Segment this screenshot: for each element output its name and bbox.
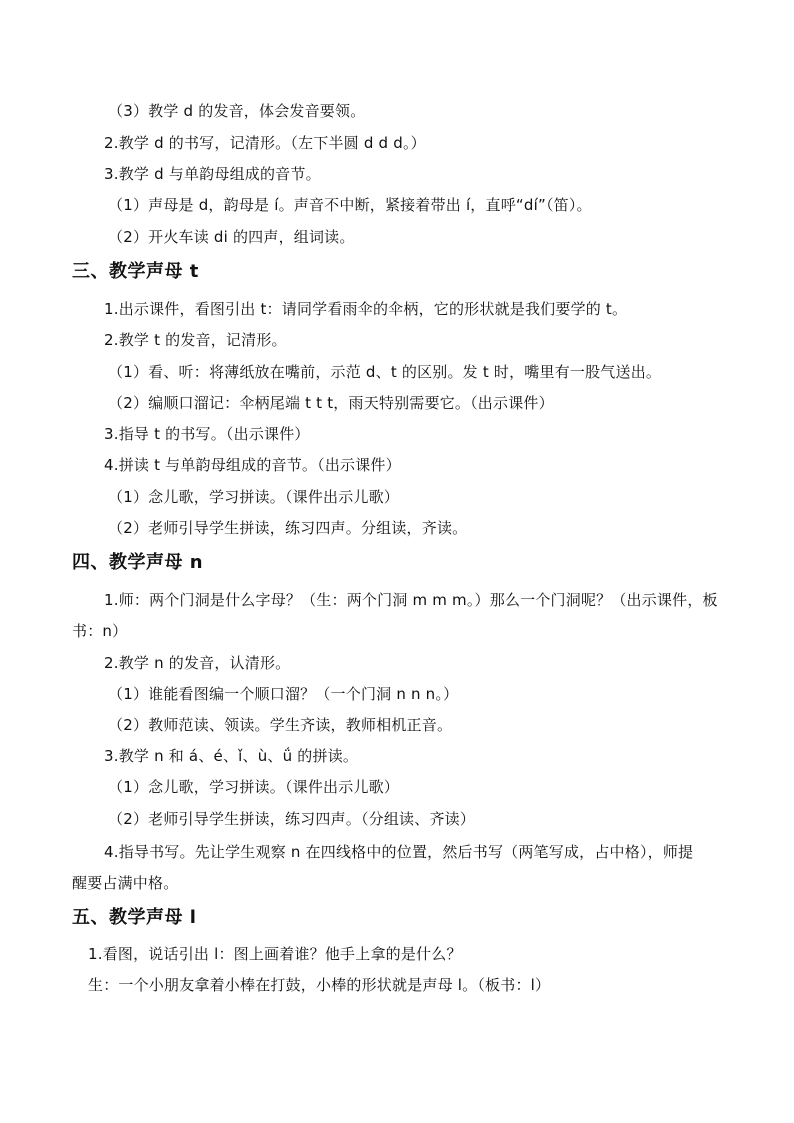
paragraph-line: （2）老师引导学生拼读，练习四声。（分组读、齐读） [108,810,476,828]
paragraph-line: 3.指导 t 的书写。（出示课件） [104,425,310,443]
paragraph-line: （1）声母是 d，韵母是 í。声音不中断，紧接着带出 í，直呼“dí”（笛）。 [108,196,592,214]
paragraph-line: 生：一个小朋友拿着小棒在打鼓，小棒的形状就是声母 l。（板书：l） [88,976,551,994]
section-heading: 四、教学声母 n [72,552,204,573]
paragraph-line: 2.教学 d 的书写，记清形。（左下半圆 d d d。） [104,134,426,152]
paragraph-line: 2.教学 n 的发音，认清形。 [104,654,291,672]
paragraph-line: 2.教学 t 的发音，记清形。 [104,331,287,349]
paragraph-line: 1.出示课件，看图引出 t：请同学看雨伞的伞柄，它的形状就是我们要学的 t。 [104,300,628,318]
paragraph-line: （2）编顺口溜记：伞柄尾端 t t t，雨天特别需要它。（出示课件） [108,394,554,412]
paragraph-line: 3.教学 d 与单韵母组成的音节。 [104,165,321,183]
paragraph-line: （2）开火车读 di 的四声，组词读。 [108,228,355,246]
paragraph-line: 醒要占满中格。 [72,874,179,892]
paragraph-line: 1.看图，说话引出 l：图上画着谁？他手上拿的是什么？ [88,945,462,963]
paragraph-line: 4.指导书写。先让学生观察 n 在四线格中的位置，然后书写（两笔写成，占中格），师提 [104,843,694,861]
section-heading: 三、教学声母 t [72,261,199,282]
section-heading: 五、教学声母 l [72,907,197,928]
paragraph-line: （2）老师引导学生拼读，练习四声。分组读，齐读。 [108,519,468,537]
paragraph-line: （1）看、听：将薄纸放在嘴前，示范 d、t 的区别。发 t 时，嘴里有一股气送出。 [108,363,662,381]
paragraph-line: （3）教学 d 的发音，体会发音要领。 [108,102,366,120]
paragraph-line: （1）谁能看图编一个顺口溜？（一个门洞 n n n。） [108,685,459,703]
paragraph-line: 书：n） [72,622,128,640]
paragraph-line: 3.教学 n 和 á、é、ǐ、ù、ǘ 的拼读。 [104,747,359,765]
paragraph-line: 4.拼读 t 与单韵母组成的音节。（出示课件） [104,456,401,474]
paragraph-line: 1.师：两个门洞是什么字母？（生：两个门洞 m m m。）那么一个门洞呢？（出示课件，板 [104,591,718,609]
paragraph-line: （2）教师范读、领读。学生齐读，教师相机正音。 [108,716,453,734]
paragraph-line: （1）念儿歌，学习拼读。（课件出示儿歌） [108,778,400,796]
paragraph-line: （1）念儿歌，学习拼读。（课件出示儿歌） [108,488,400,506]
